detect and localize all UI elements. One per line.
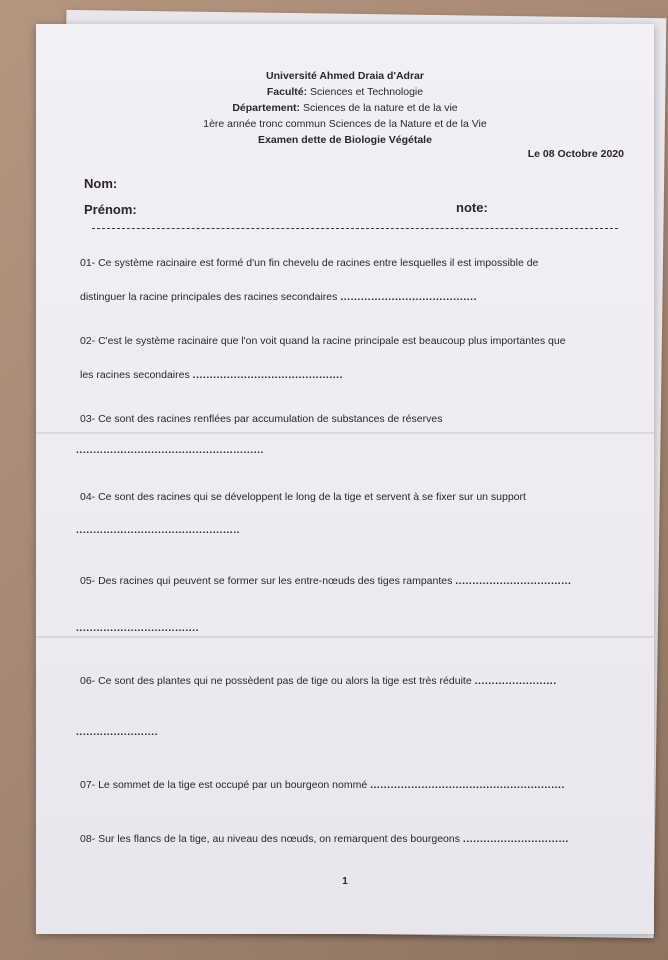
answer-blank: ......................................................... — [370, 779, 565, 791]
exam-date: Le 08 Octobre 2020 — [527, 148, 624, 160]
separator-line — [92, 228, 618, 229]
page-number: 1 — [342, 876, 348, 887]
exam-title: Examen dette de Biologie Végétale — [258, 134, 432, 146]
question-7 — [80, 778, 628, 792]
answer-blank: .................................... — [76, 622, 200, 634]
question-8 — [80, 832, 628, 846]
answer-blank: ........................................ — [340, 291, 478, 303]
note-field: note: — [456, 200, 488, 215]
question-1 — [80, 256, 628, 270]
question-1-answer — [80, 290, 628, 304]
question-5 — [80, 574, 628, 588]
faculty-value: Sciences et Technologie — [307, 86, 424, 98]
department-label: Département: — [232, 102, 301, 114]
paper-fold — [36, 432, 654, 434]
faculty-label: Faculté: — [266, 86, 308, 98]
question-text: 02- C'est le système racinaire que l'on voit quand la racine principale est beaucoup plus importantes que — [80, 335, 566, 347]
prenom-field: Prénom: — [84, 202, 137, 217]
exam-sheet — [36, 24, 654, 934]
question-text: 05- Des racines qui peuvent se former sur les entre-nœuds des tiges rampantes — [80, 575, 453, 587]
answer-blank: ....................................................... — [76, 444, 264, 456]
answer-blank: ............................................ — [192, 369, 344, 381]
question-text: 06- Ce sont des plantes qui ne possèdent pas de tige ou alors la tige est très réduite — [80, 675, 472, 687]
answer-blank: ............................... — [462, 833, 569, 845]
answer-blank: ........................ — [76, 726, 159, 738]
question-text: 04- Ce sont des racines qui se développent le long de la tige et servent à se fixer sur un support — [80, 491, 526, 503]
question-3 — [80, 412, 628, 426]
question-4 — [80, 490, 628, 504]
question-2-answer — [80, 368, 628, 382]
question-text: distinguer la racine principales des racines secondaires — [80, 291, 338, 303]
exam-header — [36, 68, 654, 148]
answer-blank: ........................ — [474, 675, 557, 687]
question-text: 03- Ce sont des racines renflées par accumulation de substances de réserves — [80, 413, 443, 425]
question-6 — [80, 674, 628, 688]
answer-blank: .................................. — [455, 575, 572, 587]
question-text: 01- Ce système racinaire est formé d'un fin chevelu de racines entre lesquelles il est impossible de — [80, 257, 539, 269]
answer-blank: ................................................ — [76, 524, 241, 536]
university-name: Université Ahmed Draia d'Adrar — [266, 70, 424, 82]
department-value: Sciences de la nature et de la vie — [300, 102, 458, 114]
study-year: 1ère année tronc commun Sciences de la Nature et de la Vie — [203, 118, 487, 130]
question-2 — [80, 334, 628, 348]
paper-fold — [36, 636, 654, 638]
question-text: 07- Le sommet de la tige est occupé par un bourgeon nommé — [80, 779, 368, 791]
nom-field: Nom: — [84, 176, 118, 191]
question-text: les racines secondaires — [80, 369, 190, 381]
question-text: 08- Sur les flancs de la tige, au niveau des nœuds, on remarquent des bourgeons — [80, 833, 460, 845]
